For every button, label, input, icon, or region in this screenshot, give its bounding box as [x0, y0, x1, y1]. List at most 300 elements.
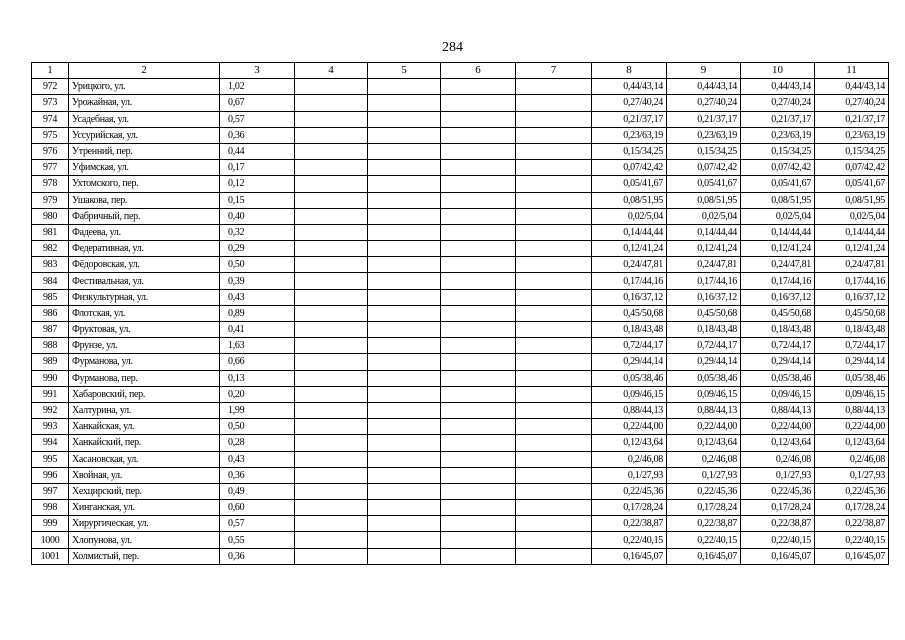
empty-cell [516, 127, 592, 143]
empty-cell [295, 354, 368, 370]
table-row [32, 516, 889, 532]
ratio-value-col-11: 0,17/44,16 [815, 273, 889, 289]
empty-cell [295, 127, 368, 143]
empty-cell [368, 79, 441, 95]
empty-cell [441, 435, 516, 451]
column-header-5: 5 [368, 63, 441, 79]
ratio-value-col-10: 0,16/45,07 [741, 548, 815, 564]
empty-cell [368, 402, 441, 418]
empty-cell [516, 224, 592, 240]
street-name: Фрунзе, ул. [69, 338, 220, 354]
empty-cell [441, 370, 516, 386]
ratio-value-col-10: 0,27/40,24 [741, 95, 815, 111]
table-row [32, 241, 889, 257]
empty-cell [368, 467, 441, 483]
empty-cell [368, 322, 441, 338]
ratio-value-col-8: 0,07/42,42 [592, 160, 667, 176]
row-number: 974 [32, 111, 69, 127]
table-row [32, 402, 889, 418]
street-name: Уссурийская, ул. [69, 127, 220, 143]
ratio-value-col-10: 0,02/5,04 [741, 208, 815, 224]
ratio-value-col-8: 0,17/44,16 [592, 273, 667, 289]
street-name: Урицкого, ул. [69, 79, 220, 95]
ratio-value-col-11: 0,02/5,04 [815, 208, 889, 224]
empty-cell [295, 386, 368, 402]
ratio-value-col-11: 0,14/44,44 [815, 224, 889, 240]
column-header-2: 2 [69, 63, 220, 79]
empty-cell [295, 548, 368, 564]
row-number: 980 [32, 208, 69, 224]
length-value: 0,36 [220, 548, 295, 564]
length-value: 0,57 [220, 111, 295, 127]
empty-cell [368, 127, 441, 143]
empty-cell [441, 532, 516, 548]
ratio-value-col-9: 0,17/28,24 [667, 500, 741, 516]
ratio-value-col-9: 0,27/40,24 [667, 95, 741, 111]
street-name: Халтурина, ул. [69, 402, 220, 418]
ratio-value-col-10: 0,29/44,14 [741, 354, 815, 370]
ratio-value-col-10: 0,16/37,12 [741, 289, 815, 305]
ratio-value-col-11: 0,29/44,14 [815, 354, 889, 370]
ratio-value-col-8: 0,21/37,17 [592, 111, 667, 127]
data-table [31, 62, 889, 565]
row-number: 991 [32, 386, 69, 402]
street-name: Ханкайская, ул. [69, 419, 220, 435]
empty-cell [441, 467, 516, 483]
empty-cell [295, 95, 368, 111]
empty-cell [368, 208, 441, 224]
length-value: 0,36 [220, 467, 295, 483]
table-row [32, 483, 889, 499]
ratio-value-col-9: 0,24/47,81 [667, 257, 741, 273]
empty-cell [441, 338, 516, 354]
empty-cell [295, 273, 368, 289]
empty-cell [516, 176, 592, 192]
street-name: Ханкайский, пер. [69, 435, 220, 451]
table-row [32, 467, 889, 483]
empty-cell [441, 273, 516, 289]
length-value: 0,50 [220, 419, 295, 435]
table-row [32, 338, 889, 354]
ratio-value-col-8: 0,22/44,00 [592, 419, 667, 435]
empty-cell [516, 192, 592, 208]
row-number: 996 [32, 467, 69, 483]
length-value: 0,40 [220, 208, 295, 224]
table-row [32, 532, 889, 548]
empty-cell [368, 516, 441, 532]
empty-cell [441, 241, 516, 257]
ratio-value-col-9: 0,22/38,87 [667, 516, 741, 532]
length-value: 0,43 [220, 451, 295, 467]
ratio-value-col-11: 0,72/44,17 [815, 338, 889, 354]
empty-cell [295, 289, 368, 305]
length-value: 0,20 [220, 386, 295, 402]
length-value: 0,29 [220, 241, 295, 257]
length-value: 0,39 [220, 273, 295, 289]
empty-cell [295, 305, 368, 321]
column-header-3: 3 [220, 63, 295, 79]
empty-cell [368, 548, 441, 564]
empty-cell [516, 257, 592, 273]
ratio-value-col-10: 0,45/50,68 [741, 305, 815, 321]
empty-cell [368, 273, 441, 289]
ratio-value-col-11: 0,44/43,14 [815, 79, 889, 95]
row-number: 983 [32, 257, 69, 273]
street-name: Ушакова, пер. [69, 192, 220, 208]
length-value: 0,89 [220, 305, 295, 321]
ratio-value-col-9: 0,05/38,46 [667, 370, 741, 386]
ratio-value-col-9: 0,22/40,15 [667, 532, 741, 548]
ratio-value-col-9: 0,16/45,07 [667, 548, 741, 564]
street-name: Холмистый, пер. [69, 548, 220, 564]
ratio-value-col-10: 0,44/43,14 [741, 79, 815, 95]
empty-cell [368, 176, 441, 192]
row-number: 997 [32, 483, 69, 499]
table-row [32, 95, 889, 111]
empty-cell [441, 419, 516, 435]
empty-cell [295, 516, 368, 532]
table-row [32, 305, 889, 321]
column-header-8: 8 [592, 63, 667, 79]
ratio-value-col-8: 0,05/41,67 [592, 176, 667, 192]
ratio-value-col-11: 0,09/46,15 [815, 386, 889, 402]
ratio-value-col-11: 0,24/47,81 [815, 257, 889, 273]
empty-cell [295, 402, 368, 418]
empty-cell [516, 95, 592, 111]
row-number: 977 [32, 160, 69, 176]
length-value: 0,28 [220, 435, 295, 451]
ratio-value-col-11: 0,22/45,36 [815, 483, 889, 499]
empty-cell [368, 532, 441, 548]
ratio-value-col-9: 0,16/37,12 [667, 289, 741, 305]
ratio-value-col-10: 0,14/44,44 [741, 224, 815, 240]
table-row [32, 176, 889, 192]
street-name: Хабаровский, пер. [69, 386, 220, 402]
empty-cell [516, 289, 592, 305]
street-name: Физкультурная, ул. [69, 289, 220, 305]
ratio-value-col-10: 0,24/47,81 [741, 257, 815, 273]
empty-cell [441, 289, 516, 305]
ratio-value-col-9: 0,44/43,14 [667, 79, 741, 95]
ratio-value-col-11: 0,15/34,25 [815, 143, 889, 159]
ratio-value-col-11: 0,05/41,67 [815, 176, 889, 192]
empty-cell [441, 257, 516, 273]
street-name: Хлопунова, ул. [69, 532, 220, 548]
street-name: Хинганская, ул. [69, 500, 220, 516]
empty-cell [516, 143, 592, 159]
ratio-value-col-11: 0,16/37,12 [815, 289, 889, 305]
table-row [32, 111, 889, 127]
ratio-value-col-10: 0,22/40,15 [741, 532, 815, 548]
empty-cell [368, 451, 441, 467]
ratio-value-col-11: 0,17/28,24 [815, 500, 889, 516]
empty-cell [516, 419, 592, 435]
street-name: Фадеева, ул. [69, 224, 220, 240]
length-value: 1,63 [220, 338, 295, 354]
empty-cell [441, 127, 516, 143]
ratio-value-col-8: 0,16/37,12 [592, 289, 667, 305]
street-name: Урожайная, ул. [69, 95, 220, 111]
street-name: Фёдоровская, ул. [69, 257, 220, 273]
ratio-value-col-8: 0,05/38,46 [592, 370, 667, 386]
row-number: 975 [32, 127, 69, 143]
street-name: Ухтомского, пер. [69, 176, 220, 192]
ratio-value-col-10: 0,22/38,87 [741, 516, 815, 532]
table-row [32, 500, 889, 516]
empty-cell [368, 95, 441, 111]
ratio-value-col-9: 0,08/51,95 [667, 192, 741, 208]
empty-cell [441, 143, 516, 159]
column-header-7: 7 [516, 63, 592, 79]
row-number: 994 [32, 435, 69, 451]
ratio-value-col-8: 0,12/41,24 [592, 241, 667, 257]
ratio-value-col-8: 0,88/44,13 [592, 402, 667, 418]
ratio-value-col-8: 0,27/40,24 [592, 95, 667, 111]
ratio-value-col-9: 0,21/37,17 [667, 111, 741, 127]
empty-cell [295, 483, 368, 499]
ratio-value-col-11: 0,05/38,46 [815, 370, 889, 386]
row-number: 1000 [32, 532, 69, 548]
row-number: 986 [32, 305, 69, 321]
empty-cell [295, 500, 368, 516]
column-header-10: 10 [741, 63, 815, 79]
empty-cell [295, 160, 368, 176]
empty-cell [368, 419, 441, 435]
length-value: 0,66 [220, 354, 295, 370]
empty-cell [516, 467, 592, 483]
length-value: 0,55 [220, 532, 295, 548]
empty-cell [516, 451, 592, 467]
table-row [32, 273, 889, 289]
empty-cell [516, 516, 592, 532]
street-name: Хвойная, ул. [69, 467, 220, 483]
empty-cell [295, 257, 368, 273]
empty-cell [295, 370, 368, 386]
ratio-value-col-9: 0,22/45,36 [667, 483, 741, 499]
ratio-value-col-9: 0,23/63,19 [667, 127, 741, 143]
ratio-value-col-10: 0,23/63,19 [741, 127, 815, 143]
ratio-value-col-11: 0,22/44,00 [815, 419, 889, 435]
length-value: 0,32 [220, 224, 295, 240]
empty-cell [368, 386, 441, 402]
ratio-value-col-11: 0,1/27,93 [815, 467, 889, 483]
row-number: 978 [32, 176, 69, 192]
ratio-value-col-9: 0,1/27,93 [667, 467, 741, 483]
empty-cell [441, 192, 516, 208]
empty-cell [441, 160, 516, 176]
empty-cell [441, 386, 516, 402]
empty-cell [441, 548, 516, 564]
empty-cell [368, 435, 441, 451]
empty-cell [295, 451, 368, 467]
street-name: Хехцирский, пер. [69, 483, 220, 499]
ratio-value-col-11: 0,08/51,95 [815, 192, 889, 208]
column-header-6: 6 [441, 63, 516, 79]
empty-cell [368, 111, 441, 127]
ratio-value-col-10: 0,1/27,93 [741, 467, 815, 483]
ratio-value-col-8: 0,44/43,14 [592, 79, 667, 95]
empty-cell [368, 160, 441, 176]
empty-cell [516, 500, 592, 516]
ratio-value-col-11: 0,07/42,42 [815, 160, 889, 176]
empty-cell [441, 516, 516, 532]
row-number: 979 [32, 192, 69, 208]
empty-cell [295, 79, 368, 95]
empty-cell [441, 483, 516, 499]
table-row [32, 548, 889, 564]
ratio-value-col-11: 0,45/50,68 [815, 305, 889, 321]
ratio-value-col-8: 0,22/40,15 [592, 532, 667, 548]
ratio-value-col-9: 0,88/44,13 [667, 402, 741, 418]
table-row [32, 192, 889, 208]
length-value: 0,67 [220, 95, 295, 111]
empty-cell [368, 192, 441, 208]
length-value: 0,12 [220, 176, 295, 192]
ratio-value-col-10: 0,88/44,13 [741, 402, 815, 418]
table-row [32, 451, 889, 467]
empty-cell [441, 224, 516, 240]
empty-cell [516, 160, 592, 176]
empty-cell [516, 532, 592, 548]
empty-cell [441, 208, 516, 224]
column-header-1: 1 [32, 63, 69, 79]
ratio-value-col-10: 0,22/44,00 [741, 419, 815, 435]
ratio-value-col-9: 0,17/44,16 [667, 273, 741, 289]
empty-cell [516, 79, 592, 95]
empty-cell [295, 467, 368, 483]
empty-cell [295, 322, 368, 338]
length-value: 0,17 [220, 160, 295, 176]
ratio-value-col-9: 0,02/5,04 [667, 208, 741, 224]
empty-cell [368, 354, 441, 370]
ratio-value-col-11: 0,12/41,24 [815, 241, 889, 257]
street-name: Фурманова, ул. [69, 354, 220, 370]
empty-cell [516, 483, 592, 499]
ratio-value-col-8: 0,16/45,07 [592, 548, 667, 564]
row-number: 982 [32, 241, 69, 257]
row-number: 992 [32, 402, 69, 418]
table-row [32, 143, 889, 159]
length-value: 1,02 [220, 79, 295, 95]
empty-cell [295, 241, 368, 257]
page-number: 284 [442, 40, 463, 55]
ratio-value-col-8: 0,02/5,04 [592, 208, 667, 224]
table-row [32, 257, 889, 273]
length-value: 0,57 [220, 516, 295, 532]
ratio-value-col-9: 0,12/41,24 [667, 241, 741, 257]
empty-cell [441, 500, 516, 516]
ratio-value-col-9: 0,72/44,17 [667, 338, 741, 354]
ratio-value-col-8: 0,22/38,87 [592, 516, 667, 532]
table-row [32, 208, 889, 224]
ratio-value-col-10: 0,18/43,48 [741, 322, 815, 338]
empty-cell [441, 95, 516, 111]
row-number: 976 [32, 143, 69, 159]
length-value: 0,43 [220, 289, 295, 305]
empty-cell [368, 483, 441, 499]
ratio-value-col-8: 0,12/43,64 [592, 435, 667, 451]
street-name: Хирургическая, ул. [69, 516, 220, 532]
length-value: 0,49 [220, 483, 295, 499]
length-value: 0,60 [220, 500, 295, 516]
ratio-value-col-10: 0,21/37,17 [741, 111, 815, 127]
empty-cell [368, 224, 441, 240]
row-number: 998 [32, 500, 69, 516]
row-number: 984 [32, 273, 69, 289]
ratio-value-col-10: 0,15/34,25 [741, 143, 815, 159]
ratio-value-col-10: 0,72/44,17 [741, 338, 815, 354]
street-name: Фабричный, пер. [69, 208, 220, 224]
ratio-value-col-8: 0,45/50,68 [592, 305, 667, 321]
ratio-value-col-8: 0,24/47,81 [592, 257, 667, 273]
empty-cell [441, 79, 516, 95]
empty-cell [368, 289, 441, 305]
empty-cell [516, 322, 592, 338]
ratio-value-col-10: 0,12/41,24 [741, 241, 815, 257]
empty-cell [441, 451, 516, 467]
ratio-value-col-9: 0,09/46,15 [667, 386, 741, 402]
ratio-value-col-9: 0,14/44,44 [667, 224, 741, 240]
ratio-value-col-11: 0,22/38,87 [815, 516, 889, 532]
ratio-value-col-10: 0,05/38,46 [741, 370, 815, 386]
table-row [32, 435, 889, 451]
empty-cell [516, 273, 592, 289]
length-value: 0,44 [220, 143, 295, 159]
table-row [32, 386, 889, 402]
empty-cell [368, 500, 441, 516]
row-number: 985 [32, 289, 69, 305]
row-number: 988 [32, 338, 69, 354]
table-row [32, 160, 889, 176]
table-row [32, 79, 889, 95]
ratio-value-col-10: 0,17/28,24 [741, 500, 815, 516]
table-row [32, 370, 889, 386]
table-row [32, 224, 889, 240]
street-name: Фестивальная, ул. [69, 273, 220, 289]
empty-cell [441, 176, 516, 192]
ratio-value-col-9: 0,15/34,25 [667, 143, 741, 159]
table-row [32, 354, 889, 370]
ratio-value-col-10: 0,22/45,36 [741, 483, 815, 499]
ratio-value-col-8: 0,1/27,93 [592, 467, 667, 483]
ratio-value-col-10: 0,09/46,15 [741, 386, 815, 402]
ratio-value-col-9: 0,07/42,42 [667, 160, 741, 176]
empty-cell [516, 354, 592, 370]
ratio-value-col-10: 0,08/51,95 [741, 192, 815, 208]
street-name: Федеративная, ул. [69, 241, 220, 257]
ratio-value-col-9: 0,45/50,68 [667, 305, 741, 321]
empty-cell [368, 305, 441, 321]
ratio-value-col-10: 0,17/44,16 [741, 273, 815, 289]
ratio-value-col-10: 0,07/42,42 [741, 160, 815, 176]
ratio-value-col-8: 0,23/63,19 [592, 127, 667, 143]
ratio-value-col-8: 0,08/51,95 [592, 192, 667, 208]
row-number: 989 [32, 354, 69, 370]
empty-cell [295, 338, 368, 354]
empty-cell [368, 257, 441, 273]
empty-cell [516, 305, 592, 321]
empty-cell [295, 435, 368, 451]
length-value: 0,41 [220, 322, 295, 338]
empty-cell [295, 143, 368, 159]
empty-cell [295, 208, 368, 224]
empty-cell [368, 370, 441, 386]
column-header-4: 4 [295, 63, 368, 79]
street-name: Фруктовая, ул. [69, 322, 220, 338]
empty-cell [516, 111, 592, 127]
empty-cell [516, 338, 592, 354]
ratio-value-col-11: 0,2/46,08 [815, 451, 889, 467]
